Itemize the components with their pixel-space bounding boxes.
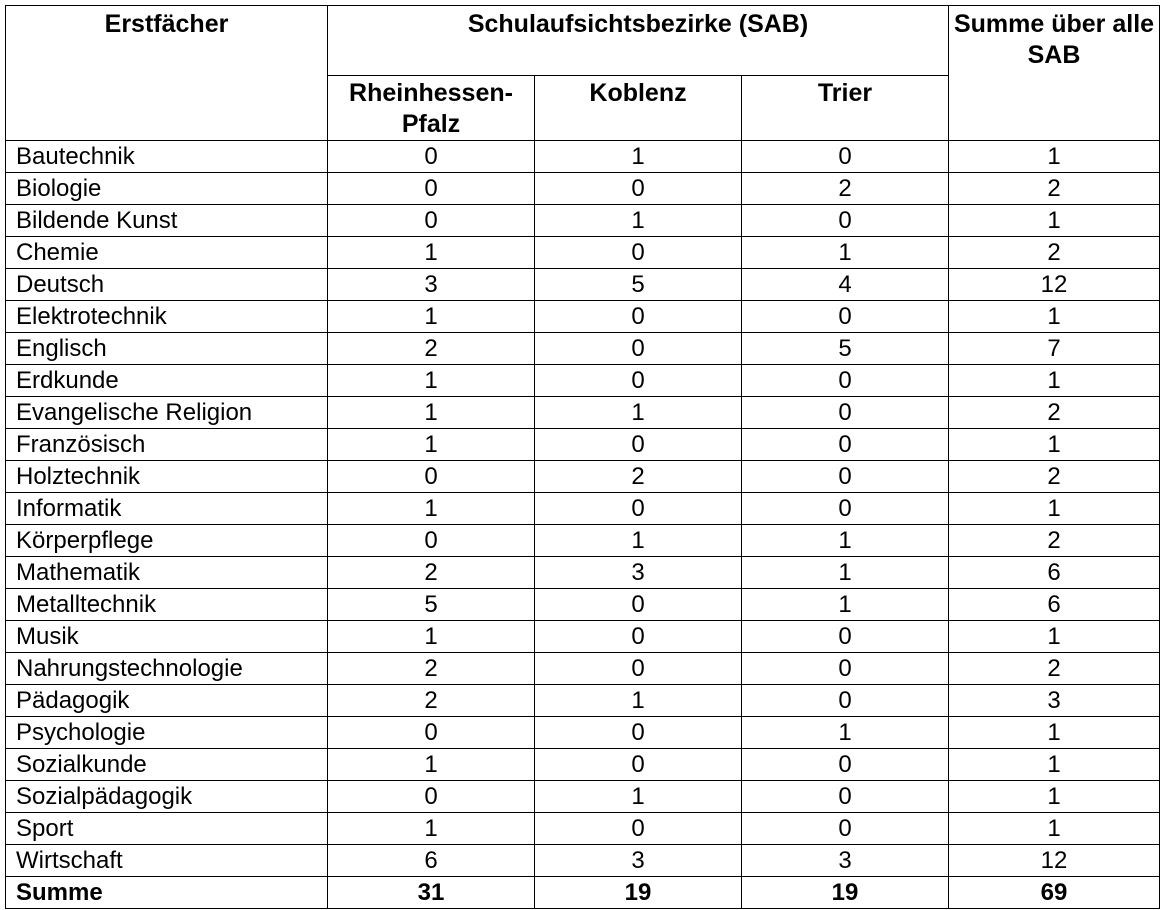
table-row: [6, 525, 1160, 557]
subject-name: Psychologie: [6, 717, 328, 749]
cell-rheinhessen-pfalz: 2: [328, 557, 535, 589]
cell-trier: 0: [742, 397, 949, 429]
table-row: [6, 717, 1160, 749]
sum-column-header: Summe über alle SAB: [949, 6, 1160, 141]
cell-koblenz: 1: [535, 685, 742, 717]
cell-rheinhessen-pfalz: 1: [328, 237, 535, 269]
cell-trier: 0: [742, 429, 949, 461]
cell-rheinhessen-pfalz: 1: [328, 749, 535, 781]
cell-rheinhessen-pfalz: 1: [328, 493, 535, 525]
table-row: [6, 429, 1160, 461]
table-row: [6, 589, 1160, 621]
cell-trier: 4: [742, 269, 949, 301]
cell-trier: 5: [742, 333, 949, 365]
cell-trier: 0: [742, 621, 949, 653]
subject-name: Bildende Kunst: [6, 205, 328, 237]
cell-trier: 0: [742, 813, 949, 845]
table-row: [6, 205, 1160, 237]
cell-trier: 0: [742, 141, 949, 173]
cell-trier: 0: [742, 301, 949, 333]
subject-name: Metalltechnik: [6, 589, 328, 621]
subject-name: Evangelische Religion: [6, 397, 328, 429]
cell-trier: 0: [742, 749, 949, 781]
cell-rheinhessen-pfalz: 1: [328, 621, 535, 653]
total-row: [6, 877, 1160, 909]
subject-name: Elektrotechnik: [6, 301, 328, 333]
cell-koblenz: 0: [535, 749, 742, 781]
cell-koblenz: 0: [535, 493, 742, 525]
subject-name: Englisch: [6, 333, 328, 365]
cell-koblenz: 0: [535, 621, 742, 653]
district-header-trier: Trier: [742, 76, 949, 141]
cell-sum: 1: [949, 205, 1160, 237]
cell-koblenz: 1: [535, 525, 742, 557]
cell-trier: 0: [742, 653, 949, 685]
cell-sum: 1: [949, 429, 1160, 461]
cell-sum: 7: [949, 333, 1160, 365]
cell-rheinhessen-pfalz: 1: [328, 397, 535, 429]
cell-koblenz: 2: [535, 461, 742, 493]
cell-rheinhessen-pfalz: 1: [328, 429, 535, 461]
cell-sum: 2: [949, 397, 1160, 429]
cell-sum: 1: [949, 621, 1160, 653]
cell-trier: 1: [742, 717, 949, 749]
cell-koblenz: 0: [535, 365, 742, 397]
table-row: [6, 333, 1160, 365]
cell-rheinhessen-pfalz: 0: [328, 461, 535, 493]
cell-sum: 12: [949, 845, 1160, 877]
table-row: [6, 365, 1160, 397]
subject-name: Musik: [6, 621, 328, 653]
cell-koblenz: 5: [535, 269, 742, 301]
cell-rheinhessen-pfalz: 2: [328, 653, 535, 685]
table-row: [6, 845, 1160, 877]
subject-name: Nahrungstechnologie: [6, 653, 328, 685]
table-row: [6, 781, 1160, 813]
cell-sum: 2: [949, 173, 1160, 205]
table-row: [6, 397, 1160, 429]
cell-koblenz: 1: [535, 781, 742, 813]
cell-koblenz: 0: [535, 333, 742, 365]
cell-rheinhessen-pfalz: 1: [328, 365, 535, 397]
cell-sum: 1: [949, 141, 1160, 173]
cell-rheinhessen-pfalz: 0: [328, 173, 535, 205]
subject-name: Deutsch: [6, 269, 328, 301]
subject-name: Körperpflege: [6, 525, 328, 557]
cell-rheinhessen-pfalz: 6: [328, 845, 535, 877]
cell-rheinhessen-pfalz: 2: [328, 685, 535, 717]
cell-trier: 1: [742, 237, 949, 269]
cell-rheinhessen-pfalz: 0: [328, 141, 535, 173]
table-row: [6, 557, 1160, 589]
cell-rheinhessen-pfalz: 0: [328, 781, 535, 813]
table-row: [6, 749, 1160, 781]
subject-column-header: Erstfächer: [6, 6, 328, 141]
district-header-koblenz: Koblenz: [535, 76, 742, 141]
cell-sum: 2: [949, 237, 1160, 269]
subject-name: Sozialkunde: [6, 749, 328, 781]
cell-sum: 1: [949, 749, 1160, 781]
cell-koblenz: 0: [535, 717, 742, 749]
cell-trier: 0: [742, 205, 949, 237]
cell-koblenz: 3: [535, 845, 742, 877]
cell-koblenz: 0: [535, 429, 742, 461]
total-rheinhessen-pfalz: 31: [328, 877, 535, 909]
cell-sum: 1: [949, 493, 1160, 525]
subject-name: Pädagogik: [6, 685, 328, 717]
cell-trier: 0: [742, 365, 949, 397]
cell-sum: 2: [949, 653, 1160, 685]
total-trier: 19: [742, 877, 949, 909]
table-row: [6, 653, 1160, 685]
district-group-header: Schulaufsichtsbezirke (SAB): [328, 6, 949, 76]
cell-koblenz: 0: [535, 237, 742, 269]
total-koblenz: 19: [535, 877, 742, 909]
cell-trier: 0: [742, 685, 949, 717]
table-row: [6, 301, 1160, 333]
table-row: [6, 685, 1160, 717]
cell-koblenz: 0: [535, 589, 742, 621]
table-row: [6, 493, 1160, 525]
subject-name: Bautechnik: [6, 141, 328, 173]
cell-sum: 6: [949, 557, 1160, 589]
cell-sum: 3: [949, 685, 1160, 717]
subject-name: Biologie: [6, 173, 328, 205]
district-header-rheinhessen-pfalz: Rheinhessen-Pfalz: [328, 76, 535, 141]
cell-koblenz: 3: [535, 557, 742, 589]
cell-koblenz: 0: [535, 301, 742, 333]
cell-trier: 0: [742, 493, 949, 525]
subject-name: Französisch: [6, 429, 328, 461]
cell-trier: 1: [742, 525, 949, 557]
subject-name: Mathematik: [6, 557, 328, 589]
cell-rheinhessen-pfalz: 2: [328, 333, 535, 365]
cell-trier: 1: [742, 589, 949, 621]
cell-sum: 2: [949, 525, 1160, 557]
subject-name: Holztechnik: [6, 461, 328, 493]
table-row: [6, 813, 1160, 845]
cell-sum: 1: [949, 365, 1160, 397]
subject-name: Sozialpädagogik: [6, 781, 328, 813]
cell-koblenz: 0: [535, 173, 742, 205]
cell-sum: 1: [949, 301, 1160, 333]
cell-sum: 1: [949, 813, 1160, 845]
cell-trier: 3: [742, 845, 949, 877]
cell-trier: 0: [742, 781, 949, 813]
cell-koblenz: 0: [535, 653, 742, 685]
table-row: [6, 141, 1160, 173]
subject-name: Informatik: [6, 493, 328, 525]
cell-koblenz: 1: [535, 205, 742, 237]
subjects-table: [5, 5, 1160, 909]
cell-rheinhessen-pfalz: 0: [328, 717, 535, 749]
cell-trier: 0: [742, 461, 949, 493]
subject-name: Sport: [6, 813, 328, 845]
cell-rheinhessen-pfalz: 0: [328, 525, 535, 557]
cell-rheinhessen-pfalz: 1: [328, 301, 535, 333]
total-label: Summe: [6, 877, 328, 909]
subject-name: Chemie: [6, 237, 328, 269]
cell-sum: 2: [949, 461, 1160, 493]
table-row: [6, 173, 1160, 205]
cell-sum: 1: [949, 781, 1160, 813]
cell-rheinhessen-pfalz: 1: [328, 813, 535, 845]
total-sum: 69: [949, 877, 1160, 909]
cell-sum: 12: [949, 269, 1160, 301]
cell-trier: 1: [742, 557, 949, 589]
cell-koblenz: 1: [535, 397, 742, 429]
table-row: [6, 269, 1160, 301]
cell-rheinhessen-pfalz: 3: [328, 269, 535, 301]
cell-koblenz: 1: [535, 141, 742, 173]
table-row: [6, 237, 1160, 269]
cell-koblenz: 0: [535, 813, 742, 845]
cell-sum: 6: [949, 589, 1160, 621]
subject-name: Wirtschaft: [6, 845, 328, 877]
table-body: [6, 141, 1160, 909]
cell-trier: 2: [742, 173, 949, 205]
table-row: [6, 461, 1160, 493]
cell-sum: 1: [949, 717, 1160, 749]
table-row: [6, 621, 1160, 653]
cell-rheinhessen-pfalz: 0: [328, 205, 535, 237]
cell-rheinhessen-pfalz: 5: [328, 589, 535, 621]
subject-name: Erdkunde: [6, 365, 328, 397]
